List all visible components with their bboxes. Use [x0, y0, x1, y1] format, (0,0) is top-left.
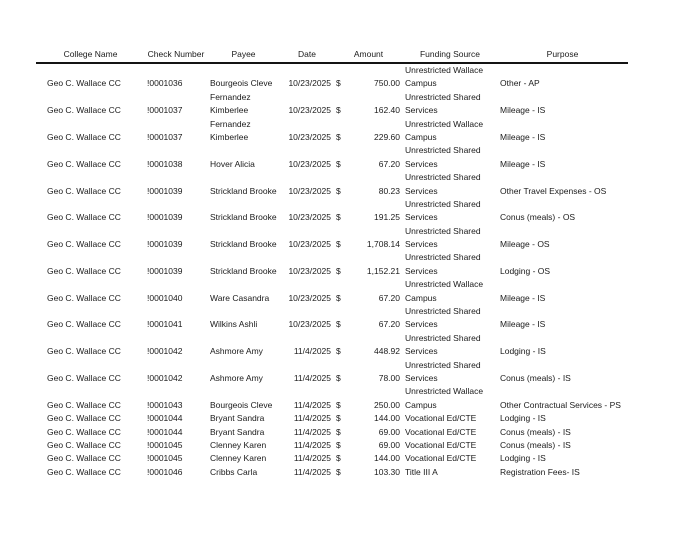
date-cell: 11/4/2025 — [293, 466, 331, 477]
currency-symbol: $ — [336, 453, 341, 464]
college-cell: Geo C. Wallace CC — [47, 239, 121, 250]
table-row — [36, 426, 628, 439]
date-cell: 10/23/2025 — [288, 319, 331, 330]
currency-symbol: $ — [336, 426, 341, 437]
table-row — [36, 198, 628, 225]
payee-cell: Clenney Karen — [210, 439, 267, 450]
funding-source-cell: Unrestricted Wallace Campus — [405, 118, 484, 142]
college-cell: Geo C. Wallace CC — [47, 466, 121, 477]
table-row — [36, 91, 628, 118]
amount-cell — [334, 158, 403, 171]
date-cell: 11/4/2025 — [293, 413, 331, 424]
table-row — [36, 359, 628, 386]
check-number-cell: !0001041 — [147, 319, 183, 330]
amount-cell — [334, 412, 403, 425]
header-college-name: College Name — [63, 49, 118, 59]
table-row — [36, 332, 628, 359]
amount-value: 67.20 — [378, 292, 400, 303]
amount-value: 69.00 — [378, 426, 400, 437]
funding-source-cell: Unrestricted Wallace Campus — [405, 65, 484, 89]
college-cell: Geo C. Wallace CC — [47, 78, 121, 89]
payee-cell: Bourgeois Cleve — [210, 399, 273, 410]
date-cell: 11/4/2025 — [293, 399, 331, 410]
college-cell: Geo C. Wallace CC — [47, 453, 121, 464]
check-number-cell: !0001043 — [147, 399, 183, 410]
table-row — [36, 225, 628, 252]
funding-source-cell: Title III A — [405, 466, 438, 477]
date-cell: 10/23/2025 — [288, 131, 331, 142]
header-check-number: Check Number — [147, 49, 205, 59]
college-cell: Geo C. Wallace CC — [47, 439, 121, 450]
date-cell: 11/4/2025 — [293, 346, 331, 357]
amount-value: 448.92 — [374, 346, 400, 357]
amount-value: 191.25 — [374, 212, 400, 223]
amount-value: 80.23 — [378, 185, 400, 196]
purpose-cell: Registration Fees- IS — [500, 466, 580, 477]
table-row — [36, 64, 628, 91]
amount-value: 67.20 — [378, 158, 400, 169]
currency-symbol: $ — [336, 466, 341, 477]
college-cell: Geo C. Wallace CC — [47, 131, 121, 142]
amount-value: 67.20 — [378, 319, 400, 330]
header-amount: Amount — [353, 49, 384, 59]
purpose-cell: Conus (meals) - IS — [500, 439, 571, 450]
amount-value: 229.60 — [374, 131, 400, 142]
check-number-cell: !0001040 — [147, 292, 183, 303]
amount-cell — [334, 345, 403, 358]
date-cell: 11/4/2025 — [293, 426, 331, 437]
table-row — [36, 412, 628, 425]
date-cell: 10/23/2025 — [288, 212, 331, 223]
purpose-cell: Conus (meals) - OS — [500, 212, 576, 223]
funding-source-cell: Unrestricted Shared Services — [405, 91, 481, 116]
college-cell: Geo C. Wallace CC — [47, 158, 121, 169]
table-body — [36, 64, 628, 479]
purpose-cell: Lodging - IS — [500, 453, 546, 464]
amount-cell — [334, 372, 403, 385]
college-cell: Geo C. Wallace CC — [47, 212, 121, 223]
purpose-cell: Other Contractual Services - PS — [500, 399, 621, 410]
funding-source-cell: Unrestricted Shared Services — [405, 359, 481, 383]
currency-symbol: $ — [336, 105, 341, 116]
amount-value: 69.00 — [378, 439, 400, 450]
funding-source-cell: Vocational Ed/CTE — [405, 413, 477, 424]
date-cell: 10/23/2025 — [288, 239, 331, 250]
check-number-cell: !0001044 — [147, 426, 183, 437]
currency-symbol: $ — [336, 265, 341, 276]
table-header-row — [36, 46, 628, 64]
date-cell: 10/23/2025 — [288, 105, 331, 116]
currency-symbol: $ — [336, 185, 341, 196]
table-row — [36, 118, 628, 145]
purpose-cell: Mileage - IS — [500, 158, 546, 169]
check-number-cell: !0001039 — [147, 265, 183, 276]
payee-cell: Ashmore Amy — [210, 372, 263, 383]
amount-cell — [334, 265, 403, 278]
header-payee: Payee — [231, 49, 256, 59]
date-cell: 10/23/2025 — [288, 78, 331, 89]
currency-symbol: $ — [336, 372, 341, 383]
check-number-cell: !0001037 — [147, 105, 183, 116]
amount-value: 144.00 — [374, 413, 400, 424]
payee-cell: Strickland Brooke — [210, 239, 277, 250]
table-row — [36, 439, 628, 452]
funding-source-cell: Unrestricted Wallace Campus — [405, 279, 484, 303]
funding-source-cell: Unrestricted Shared Services — [405, 306, 481, 330]
date-cell: 11/4/2025 — [293, 453, 331, 464]
check-number-cell: !0001042 — [147, 346, 183, 357]
amount-value: 144.00 — [374, 453, 400, 464]
amount-cell — [334, 452, 403, 465]
currency-symbol: $ — [336, 158, 341, 169]
purpose-cell: Mileage - OS — [500, 239, 550, 250]
payee-cell: Wilkins Ashli — [210, 319, 258, 330]
college-cell: Geo C. Wallace CC — [47, 346, 121, 357]
purpose-cell: Lodging - OS — [500, 265, 551, 276]
table-row — [36, 452, 628, 465]
college-cell: Geo C. Wallace CC — [47, 319, 121, 330]
date-cell: 11/4/2025 — [293, 372, 331, 383]
currency-symbol: $ — [336, 319, 341, 330]
check-number-cell: !0001038 — [147, 158, 183, 169]
payee-cell: Strickland Brooke — [210, 185, 277, 196]
purpose-cell: Conus (meals) - IS — [500, 426, 571, 437]
funding-source-cell: Unrestricted Wallace Campus — [405, 386, 484, 410]
amount-value: 250.00 — [374, 399, 400, 410]
currency-symbol: $ — [336, 78, 341, 89]
payee-cell: Cribbs Carla — [210, 466, 258, 477]
currency-symbol: $ — [336, 413, 341, 424]
college-cell: Geo C. Wallace CC — [47, 105, 121, 116]
purpose-cell: Mileage - IS — [500, 319, 546, 330]
check-number-cell: !0001037 — [147, 131, 183, 142]
table-row — [36, 305, 628, 332]
date-cell: 10/23/2025 — [288, 158, 331, 169]
check-register-table — [36, 46, 628, 479]
table-row — [36, 385, 628, 412]
college-cell: Geo C. Wallace CC — [47, 292, 121, 303]
college-cell: Geo C. Wallace CC — [47, 372, 121, 383]
college-cell: Geo C. Wallace CC — [47, 185, 121, 196]
funding-source-cell: Unrestricted Shared Services — [405, 252, 481, 276]
currency-symbol: $ — [336, 292, 341, 303]
funding-source-cell: Unrestricted Shared Services — [405, 145, 481, 169]
purpose-cell: Other Travel Expenses - OS — [500, 185, 607, 196]
amount-cell — [334, 77, 403, 90]
table-row — [36, 251, 628, 278]
amount-cell — [334, 185, 403, 198]
date-cell: 10/23/2025 — [288, 292, 331, 303]
college-cell: Geo C. Wallace CC — [47, 413, 121, 424]
currency-symbol: $ — [336, 131, 341, 142]
payee-cell: Bryant Sandra — [210, 426, 265, 437]
amount-value: 78.00 — [378, 372, 400, 383]
currency-symbol: $ — [336, 399, 341, 410]
header-purpose: Purpose — [546, 49, 579, 59]
amount-value: 1,152.21 — [366, 265, 400, 276]
table-row — [36, 171, 628, 198]
funding-source-cell: Unrestricted Shared Services — [405, 332, 481, 357]
payee-cell: Fernandez Kimberlee — [210, 91, 251, 116]
purpose-cell: Lodging - IS — [500, 413, 546, 424]
purpose-cell: Mileage - IS — [500, 105, 546, 116]
check-number-cell: !0001039 — [147, 212, 183, 223]
check-number-cell: !0001036 — [147, 78, 183, 89]
payee-cell: Bryant Sandra — [210, 413, 265, 424]
check-number-cell: !0001045 — [147, 439, 183, 450]
payee-cell: Ashmore Amy — [210, 346, 263, 357]
amount-value: 103.30 — [374, 466, 400, 477]
date-cell: 10/23/2025 — [288, 265, 331, 276]
check-number-cell: !0001046 — [147, 466, 183, 477]
header-funding-source: Funding Source — [419, 49, 480, 59]
purpose-cell: Mileage - IS — [500, 131, 546, 142]
purpose-cell: Conus (meals) - IS — [500, 372, 571, 383]
date-cell: 10/23/2025 — [288, 185, 331, 196]
college-cell: Geo C. Wallace CC — [47, 426, 121, 437]
funding-source-cell: Vocational Ed/CTE — [405, 453, 477, 464]
currency-symbol: $ — [336, 212, 341, 223]
payee-cell: Clenney Karen — [210, 453, 267, 464]
table-row — [36, 144, 628, 171]
funding-source-cell: Unrestricted Shared Services — [405, 172, 481, 196]
amount-value: 750.00 — [374, 78, 400, 89]
funding-source-cell: Vocational Ed/CTE — [405, 439, 477, 450]
payee-cell: Bourgeois Cleve — [210, 78, 273, 89]
table-row — [36, 466, 628, 479]
amount-cell — [334, 292, 403, 305]
payee-cell: Hover Alicia — [210, 158, 255, 169]
check-number-cell: !0001039 — [147, 239, 183, 250]
header-date: Date — [298, 49, 316, 59]
payee-cell: Ware Casandra — [210, 292, 270, 303]
funding-source-cell: Unrestricted Shared Services — [405, 198, 481, 223]
college-cell: Geo C. Wallace CC — [47, 399, 121, 410]
check-number-cell: !0001045 — [147, 453, 183, 464]
college-cell: Geo C. Wallace CC — [47, 265, 121, 276]
amount-cell — [334, 211, 403, 224]
payee-cell: Fernandez Kimberlee — [210, 118, 251, 142]
currency-symbol: $ — [336, 346, 341, 357]
table-row — [36, 278, 628, 305]
amount-cell — [334, 426, 403, 439]
check-number-cell: !0001042 — [147, 372, 183, 383]
check-number-cell: !0001044 — [147, 413, 183, 424]
amount-cell — [334, 399, 403, 412]
payee-cell: Strickland Brooke — [210, 212, 277, 223]
currency-symbol: $ — [336, 439, 341, 450]
amount-cell — [334, 318, 403, 331]
purpose-cell: Mileage - IS — [500, 292, 546, 303]
purpose-cell: Other - AP — [500, 78, 540, 89]
check-number-cell: !0001039 — [147, 185, 183, 196]
date-cell: 11/4/2025 — [293, 439, 331, 450]
amount-cell — [334, 439, 403, 452]
funding-source-cell: Vocational Ed/CTE — [405, 426, 477, 437]
funding-source-cell: Unrestricted Shared Services — [405, 225, 481, 250]
payee-cell: Strickland Brooke — [210, 265, 277, 276]
purpose-cell: Lodging - IS — [500, 346, 546, 357]
amount-cell — [334, 104, 403, 117]
amount-value: 162.40 — [374, 105, 400, 116]
currency-symbol: $ — [336, 239, 341, 250]
amount-value: 1,708.14 — [366, 239, 400, 250]
amount-cell — [334, 131, 403, 144]
amount-cell — [334, 238, 403, 251]
amount-cell — [334, 466, 403, 479]
